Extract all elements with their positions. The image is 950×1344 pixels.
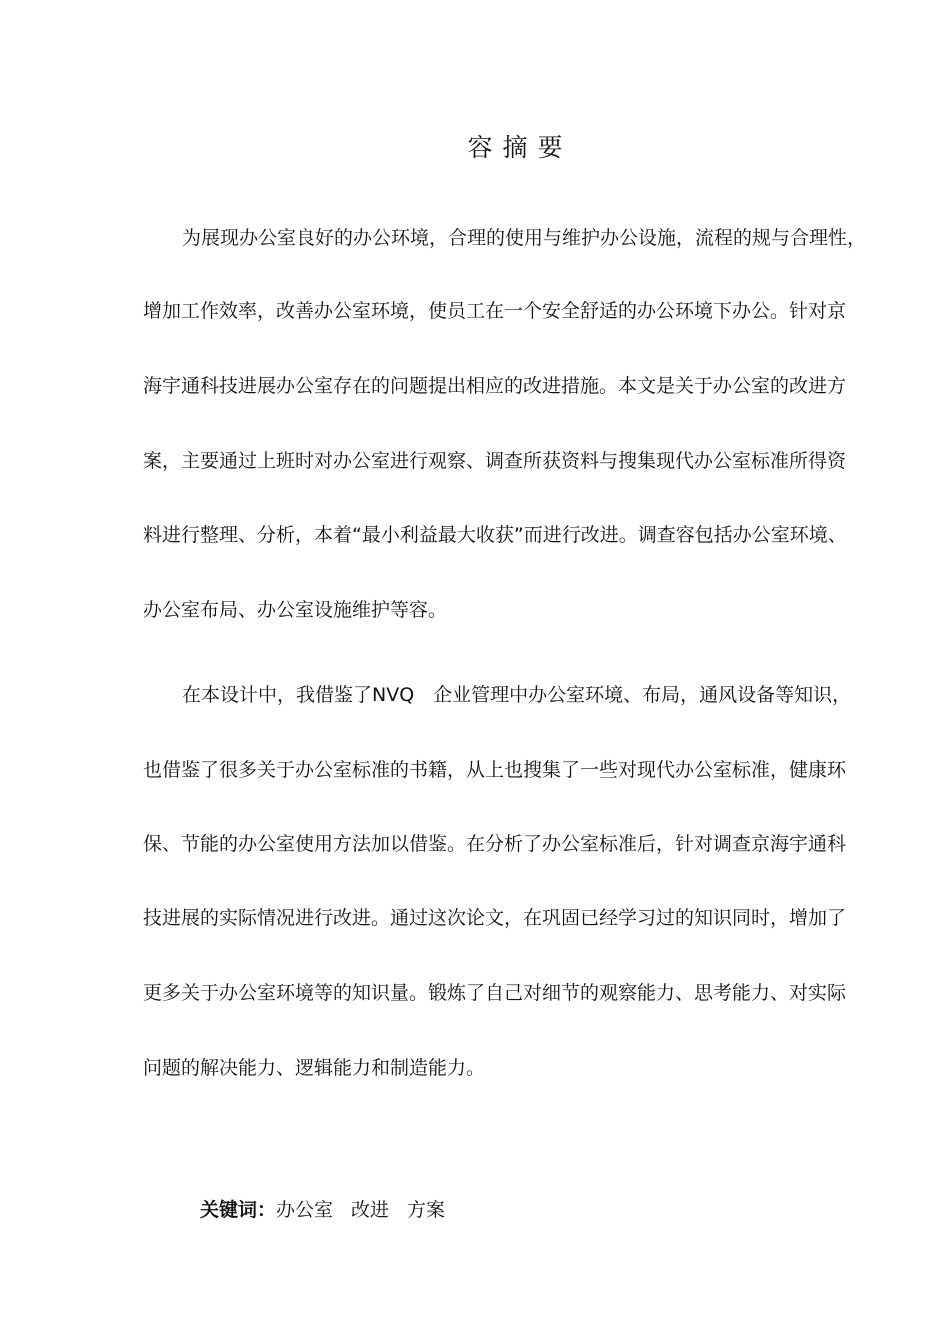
paragraph-line: 料进行整理、分析，本着“最小利益最大收获”而进行改进。调查容包括办公室环境、 (143, 524, 847, 546)
keyword-item: 办公室 (276, 1199, 334, 1221)
paragraph-line: 办公室布局、办公室设施维护等容。 (143, 599, 448, 621)
keywords-label: 关键词： (200, 1199, 277, 1221)
paragraph-line: 也借鉴了很多关于办公室标准的书籍，从上也搜集了一些对现代办公室标准，健康环 (143, 759, 847, 781)
paragraph-line: 技进展的实际情况进行改进。通过这次论文，在巩固已经学习过的知识同时，增加了 (143, 907, 847, 929)
paragraph-line: 为展现办公室良好的办公环境，合理的使用与维护办公设施，流程的规与合理性， (182, 227, 867, 249)
paragraph-line: 问题的解决能力、逻辑能力和制造能力。 (143, 1057, 486, 1079)
paragraph-line: 案，主要通过上班时对办公室进行观察、调查所获资料与搜集现代办公室标准所得资 (143, 450, 847, 472)
paragraph-line: 在本设计中，我借鉴了NVQ 企业管理中办公室环境、布局，通风设备等知识， (182, 684, 852, 706)
keywords (200, 1197, 463, 1223)
page-title: 容摘要 (467, 133, 573, 162)
paragraph-line: 更多关于办公室环境等的知识量。锻炼了自己对细节的观察能力、思考能力、对实际 (143, 982, 847, 1004)
paragraph-line: 海宇通科技进展办公室存在的问题提出相应的改进措施。本文是关于办公室的改进方 (143, 375, 847, 397)
keyword-item: 改进 (351, 1199, 390, 1221)
paragraph-line: 增加工作效率，改善办公室环境，使员工在一个安全舒适的办公环境下办公。针对京 (143, 300, 847, 322)
keyword-item: 方案 (407, 1199, 446, 1221)
paragraph-line: 保、节能的办公室使用方法加以借鉴。在分析了办公室标准后，针对调查京海宇通科 (143, 833, 847, 855)
